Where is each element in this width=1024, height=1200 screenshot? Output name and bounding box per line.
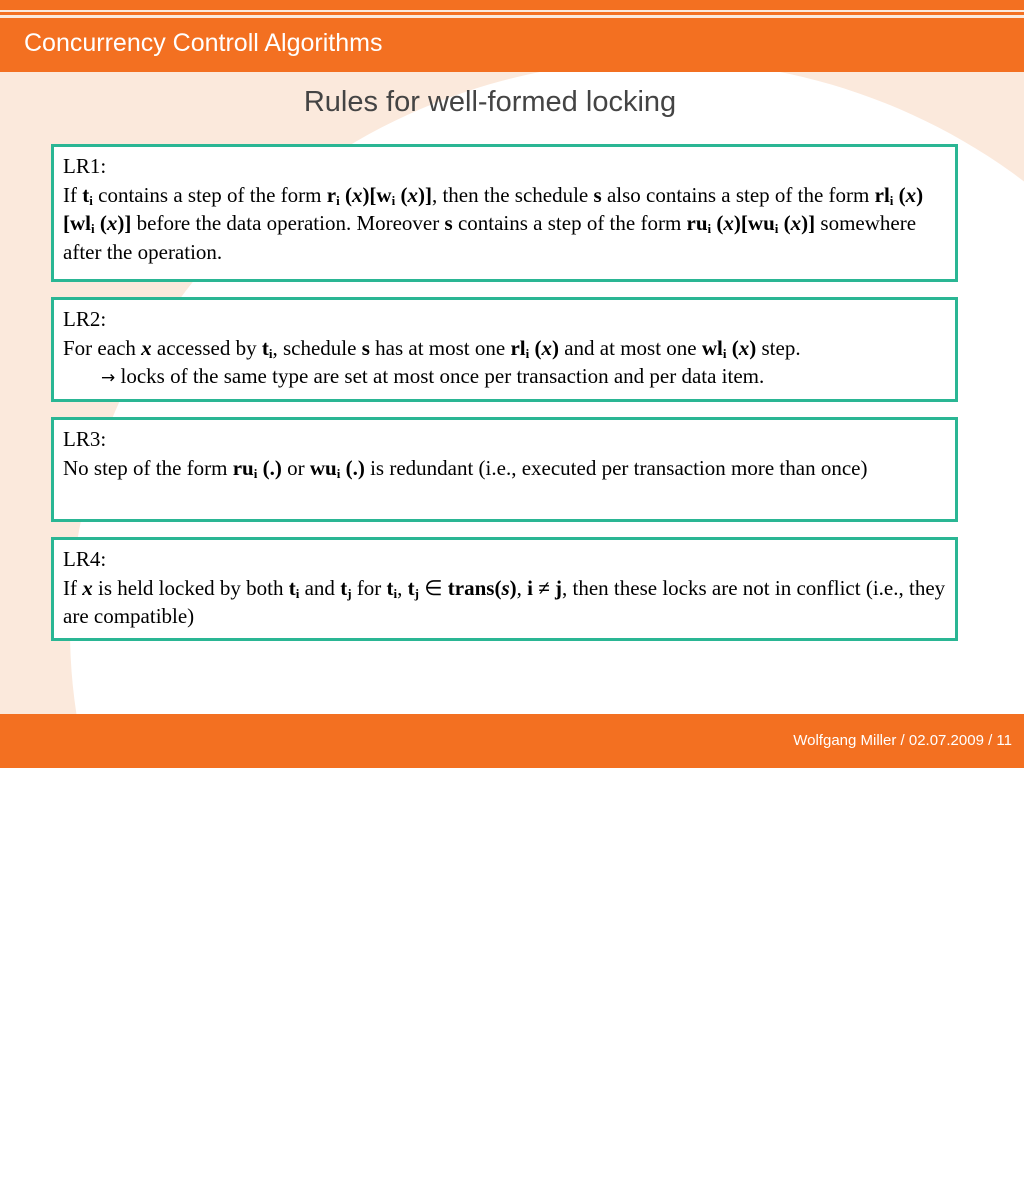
text-segment: (.): [257, 455, 282, 480]
text-segment: x: [905, 182, 917, 207]
text-segment: i: [91, 221, 95, 236]
text-segment: x: [82, 575, 93, 600]
text-segment: wl: [701, 335, 723, 360]
text-segment: t: [407, 575, 415, 600]
text-segment: x: [106, 211, 118, 235]
text-segment: (: [893, 182, 906, 207]
text-segment: For each: [63, 335, 142, 360]
text-segment: and at most one: [558, 335, 702, 360]
text-segment: and: [299, 575, 341, 600]
text-segment: is held locked by both: [92, 575, 289, 600]
text-segment: (: [395, 182, 408, 207]
text-segment: i: [722, 345, 727, 361]
text-segment: No step of the form: [63, 455, 233, 480]
text-segment: t: [386, 575, 394, 600]
text-segment: j: [414, 585, 419, 601]
rule-label: LR1:: [63, 154, 107, 178]
text-segment: has at most one: [369, 335, 511, 360]
text-segment: s: [501, 575, 510, 600]
text-segment: i: [774, 221, 779, 236]
text-segment: i: [336, 192, 340, 208]
text-segment: )[wl: [63, 182, 924, 235]
text-segment: s: [361, 335, 370, 360]
text-segment: s: [593, 182, 602, 207]
text-segment: i: [707, 221, 712, 236]
text-segment: rl: [874, 182, 890, 207]
text-segment: somewhere after the operation.: [63, 211, 917, 264]
text-segment: x: [541, 335, 552, 360]
text-segment: s: [444, 211, 453, 235]
text-segment: x: [351, 182, 363, 207]
text-segment: i: [391, 192, 396, 208]
text-segment: (: [711, 211, 724, 235]
rule-note: [63, 362, 946, 393]
rule-text: [63, 574, 946, 631]
text-segment: i: [89, 192, 93, 208]
text-segment: i ≠ j: [527, 575, 563, 600]
text-segment: t: [82, 182, 90, 207]
text-segment: i: [525, 345, 530, 361]
text-segment: If: [63, 575, 83, 600]
rule-label: LR4:: [63, 547, 107, 571]
text-segment: ru: [232, 455, 254, 480]
text-segment: (: [339, 182, 352, 207]
text-segment: j: [347, 585, 352, 601]
text-segment: for: [351, 575, 387, 600]
text-segment: i: [336, 465, 341, 481]
text-segment: )]: [417, 182, 432, 207]
text-segment: (: [529, 335, 542, 360]
text-segment: (.): [340, 455, 365, 480]
text-segment: i: [253, 465, 258, 481]
text-segment: x: [738, 335, 750, 360]
rule-box-lr1: [51, 144, 958, 282]
rule-box-lr3: [51, 417, 958, 522]
text-segment: i: [393, 585, 398, 601]
rule-box-lr2: [51, 297, 958, 402]
rule-text: [63, 334, 946, 363]
text-segment: before the data operation. Moreover: [131, 211, 445, 235]
text-segment: contains a step of the form: [452, 211, 687, 235]
text-segment: i: [268, 345, 273, 361]
text-segment: (: [726, 335, 739, 360]
text-segment: (: [778, 211, 791, 235]
footer-text: Wolfgang Miller / 02.07.2009 / 11: [793, 732, 1012, 749]
rule-label: LR3:: [63, 427, 107, 451]
text-segment: ru: [686, 211, 708, 235]
text-segment: )]: [801, 211, 816, 235]
text-segment: step.: [756, 335, 801, 360]
text-segment: also contains a step of the form: [601, 182, 875, 207]
text-segment: i: [889, 192, 894, 208]
text-segment: wu: [309, 455, 337, 480]
text-segment: ∈: [419, 575, 448, 600]
text-segment: ,: [397, 575, 408, 600]
text-segment: ,: [516, 575, 528, 600]
text-segment: , schedule: [272, 335, 362, 360]
rule-box-lr4: [51, 537, 958, 641]
text-segment: ): [509, 575, 517, 600]
top-stripe-thin: [0, 12, 1024, 15]
text-segment: rl: [510, 335, 526, 360]
text-segment: x: [141, 335, 152, 360]
text-segment: , then these locks are not in conflict (i.e., they are compatible): [63, 575, 946, 628]
text-segment: )]: [117, 211, 132, 235]
text-segment: r: [326, 182, 337, 207]
text-segment: trans(: [447, 575, 502, 600]
text-segment: locks of the same type are set at most once per transaction and per data item.: [115, 364, 765, 388]
text-segment: contains a step of the form: [92, 182, 327, 207]
text-segment: or: [281, 455, 310, 480]
text-segment: is redundant (i.e., executed per transaction more than once): [364, 455, 868, 480]
text-segment: If: [63, 182, 83, 207]
text-segment: , then the schedule: [431, 182, 594, 207]
text-segment: x: [790, 211, 802, 235]
text-segment: ): [551, 335, 559, 360]
right-arrow-icon: →: [101, 368, 116, 388]
text-segment: (: [94, 211, 107, 235]
text-segment: )[w: [362, 182, 392, 207]
text-segment: i: [295, 585, 300, 601]
text-segment: t: [261, 335, 269, 360]
text-segment: accessed by: [151, 335, 262, 360]
rule-text: [63, 181, 946, 267]
top-stripe: [0, 0, 1024, 10]
text-segment: )[wu: [733, 211, 775, 235]
text-segment: x: [407, 182, 418, 207]
header-title: Concurrency Controll Algorithms: [24, 29, 383, 57]
rule-text: [63, 454, 946, 483]
slide-title: Rules for well-formed locking: [303, 86, 677, 118]
text-segment: t: [288, 575, 296, 600]
text-segment: ): [749, 335, 757, 360]
rule-label: LR2:: [63, 307, 107, 331]
text-segment: t: [340, 575, 348, 600]
text-segment: x: [723, 211, 734, 235]
